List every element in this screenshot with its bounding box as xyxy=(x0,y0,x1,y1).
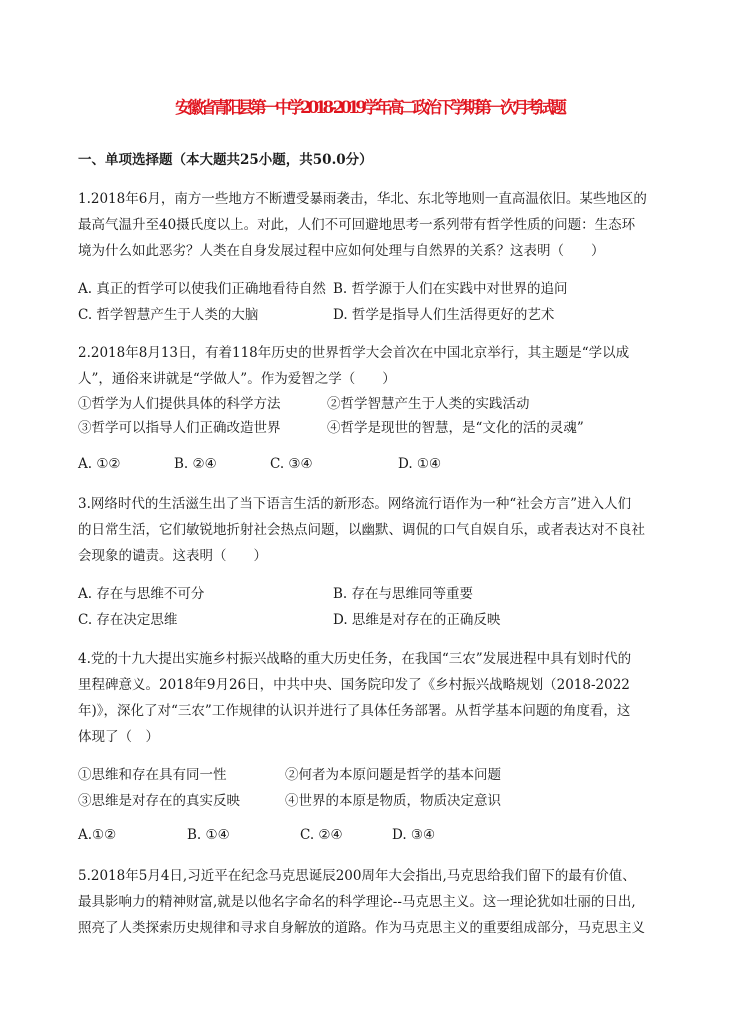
q4-option-b[interactable]: B. ①④ xyxy=(187,827,230,843)
q2-line-2: 人”，通俗来讲就是“学做人”。作为爱智之学（ ） xyxy=(78,371,396,387)
q2-item-4: ④哲学是现世的智慧，是“文化的活的灵魂” xyxy=(327,420,584,436)
q3-option-c[interactable]: C. 存在决定思维 xyxy=(78,612,178,628)
q4-line-2: 里程碑意义。2018年9月26日，中共中央、国务院印发了《乡村振兴战略规划（2018-2022 xyxy=(78,677,630,693)
q2-line-1: 2.2018年8月13日，有着118年历史的世界哲学大会首次在中国北京举行，其主题是“学以成 xyxy=(78,345,630,361)
section-heading: 一、单项选择题（本大题共25小题，共50.0分） xyxy=(78,152,373,168)
q2-option-d[interactable]: D. ①④ xyxy=(398,456,442,472)
q4-option-a[interactable]: A.①② xyxy=(78,827,117,843)
q1-line-2: 最高气温升至40摄氏度以上。对此，人们不可回避地思考一系列带有哲学性质的问题：生态环 xyxy=(78,217,636,233)
q2-option-c[interactable]: C. ③④ xyxy=(270,456,313,472)
q1-line-1: 1.2018年6月，南方一些地方不断遭受暴雨袭击，华北、东北等地则一直高温依旧。某些地区的 xyxy=(78,191,647,207)
q4-option-d[interactable]: D. ③④ xyxy=(392,827,436,843)
q5-line-2: 最具影响力的精神财富,就是以他名字命名的科学理论--马克思主义。这一理论犹如壮丽的日出, xyxy=(78,894,636,910)
q5-line-3: 照亮了人类探索历史规律和寻求自身解放的道路。作为马克思主义的重要组成部分，马克思主义 xyxy=(78,920,645,936)
q2-item-2: ②哲学智慧产生于人类的实践活动 xyxy=(327,396,530,412)
q4-item-1: ①思维和存在具有同一性 xyxy=(78,767,227,783)
q4-item-3: ③思维是对存在的真实反映 xyxy=(78,793,240,809)
q3-line-1: 3.网络时代的生活滋生出了当下语言生活的新形态。网络流行语作为一种“社会方言”进入人们 xyxy=(78,496,632,512)
q1-line-3: 境为什么如此恶劣？人类在自身发展过程中应如何处理与自然界的关系？这表明（ ） xyxy=(78,243,605,259)
document-title: 安徽省青阳县第一中学2018-2019学年高二政治下学期第一次月考试题 xyxy=(175,98,563,117)
q2-option-a[interactable]: A. ①② xyxy=(78,456,121,472)
q1-option-d[interactable]: D. 哲学是指导人们生活得更好的艺术 xyxy=(333,307,555,323)
q4-item-4: ④世界的本原是物质，物质决定意识 xyxy=(285,793,501,809)
q1-option-c[interactable]: C. 哲学智慧产生于人类的大脑 xyxy=(78,307,259,323)
q4-line-4: 体现了（ ） xyxy=(78,729,159,745)
q5-line-1: 5.2018年5月4日,习近平在纪念马克思诞辰200周年大会指出,马克思给我们留下的最有价值、 xyxy=(78,868,636,884)
q2-item-3: ③哲学可以指导人们正确改造世界 xyxy=(78,420,281,436)
q2-option-b[interactable]: B. ②④ xyxy=(174,456,217,472)
q2-item-1: ①哲学为人们提供具体的科学方法 xyxy=(78,396,281,412)
q4-item-2: ②何者为本原问题是哲学的基本问题 xyxy=(285,767,501,783)
q3-option-a[interactable]: A. 存在与思维不可分 xyxy=(78,586,205,602)
q3-line-2: 的日常生活，它们敏锐地折射社会热点问题，以幽默、调侃的口气自娱自乐，或者表达对不良社 xyxy=(78,522,645,538)
q1-option-b[interactable]: B. 哲学源于人们在实践中对世界的追问 xyxy=(333,281,568,297)
q3-line-3: 会现象的谴责。这表明（ ） xyxy=(78,548,267,564)
q3-option-d[interactable]: D. 思维是对存在的正确反映 xyxy=(333,612,501,628)
q4-line-3: 年)》，深化了对“三农”工作规律的认识并进行了具体任务部署。从哲学基本问题的角度看，这 xyxy=(78,703,631,719)
q4-option-c[interactable]: C. ②④ xyxy=(300,827,343,843)
q3-option-b[interactable]: B. 存在与思维同等重要 xyxy=(333,586,474,602)
q4-line-1: 4.党的十九大提出实施乡村振兴战略的重大历史任务，在我国“三农”发展进程中具有划时代的 xyxy=(78,651,632,667)
q1-option-a[interactable]: A. 真正的哲学可以使我们正确地看待自然 xyxy=(78,281,326,297)
